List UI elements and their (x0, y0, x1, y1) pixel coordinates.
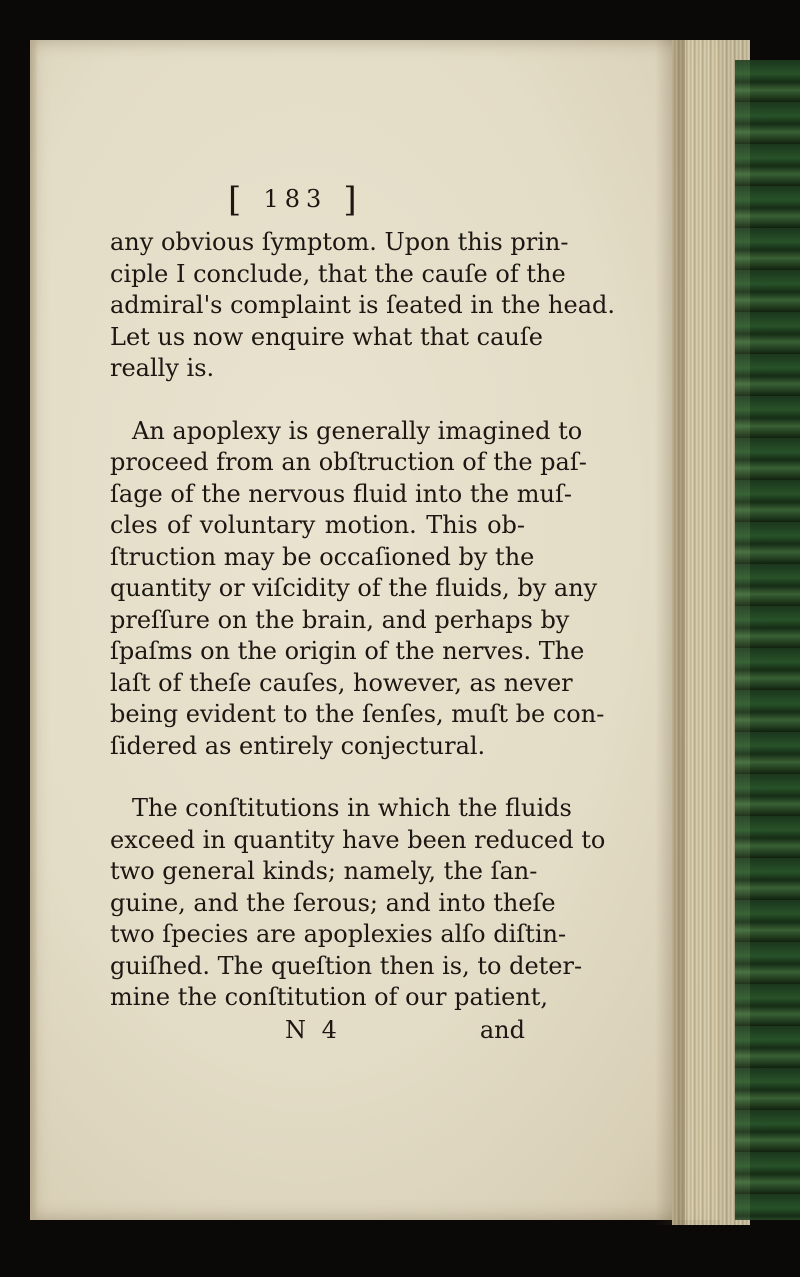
text-line: two general kinds; namely, the ſan- (110, 857, 538, 885)
text-line: ſage of the nervous fluid into the muſ- (110, 479, 572, 508)
signature-mark: N 4 (285, 1016, 341, 1044)
text-line: ſpaſms on the origin of the nerves. The (110, 637, 585, 665)
text-line: mine the conſtitution of our patient, (110, 983, 549, 1011)
paragraph-1 (110, 227, 616, 385)
folio-close-bracket: ] (343, 180, 363, 220)
book-binding (735, 60, 800, 1220)
paragraph-3 (110, 793, 606, 1014)
text-line: guiſhed. The queſtion then is, to deter- (110, 951, 583, 980)
text-line: cles of voluntary motion. This ob- (110, 511, 525, 539)
gutter-shadow (655, 40, 685, 1225)
text-line: really is. (110, 354, 215, 382)
catchword: and (479, 1016, 525, 1044)
text-line: being evident to the ſenſes, muſt be con- (110, 700, 605, 728)
text-line: exceed in quantity have been reduced to (110, 825, 606, 854)
text-line: proceed from an obſtruction of the paſ- (110, 448, 587, 476)
text-line: guine, and the ſerous; and into theſe (110, 888, 556, 917)
folio-number: 183 (263, 185, 328, 213)
text-line: An apoplexy is generally imagined to (132, 416, 583, 445)
text-line: quantity or viſcidity of the fluids, by any (110, 574, 598, 602)
page-edge (30, 40, 38, 1220)
text-line: ſtruction may be occaſioned by the (110, 542, 535, 571)
page-footer (110, 1016, 525, 1048)
text-line: ſidered as entirely conjectural. (110, 731, 486, 760)
text-line: The conſtitutions in which the fluids (132, 794, 572, 822)
text-line: preſſure on the brain, and perhaps by (110, 605, 570, 634)
text-line: two ſpecies are apoplexies alſo diſtin- (110, 920, 567, 948)
paragraph-2 (110, 416, 605, 763)
text-line: any obvious ſymptom. Upon this prin- (110, 228, 569, 256)
text-line: Let us now enquire what that cauſe (110, 322, 543, 351)
page-number (228, 175, 525, 227)
text-line: ciple I conclude, that the cauſe of the (110, 259, 566, 288)
folio-open-bracket: [ (228, 180, 248, 220)
text-line: admiral's complaint is ſeated in the head. (110, 291, 616, 319)
text-line: laſt of theſe cauſes, however, as never (110, 668, 573, 697)
page-text (110, 175, 616, 1014)
